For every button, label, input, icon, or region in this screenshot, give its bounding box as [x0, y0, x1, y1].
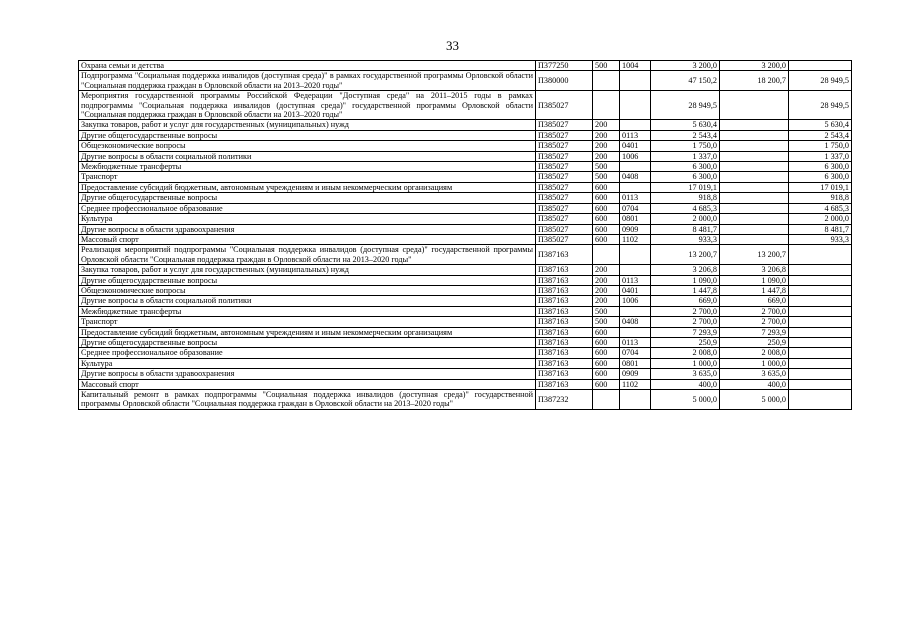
amount-regional-cell: [720, 141, 789, 151]
row-name-cell: Транспорт: [79, 172, 536, 182]
section-code-cell: [620, 120, 651, 130]
row-name-cell: Культура: [79, 358, 536, 368]
amount-regional-cell: 400,0: [720, 379, 789, 389]
target-article-code-cell: П385027: [536, 224, 593, 234]
target-article-code-cell: П387163: [536, 275, 593, 285]
target-article-code-cell: П387163: [536, 306, 593, 316]
amount-total-cell: 6 300,0: [651, 162, 720, 172]
expense-type-code-cell: 600: [593, 327, 620, 337]
section-code-cell: [620, 182, 651, 192]
target-article-code-cell: П387163: [536, 379, 593, 389]
section-code-cell: 0113: [620, 130, 651, 140]
expense-type-code-cell: [593, 390, 620, 410]
expense-type-code-cell: 600: [593, 182, 620, 192]
amount-federal-cell: [789, 61, 852, 71]
amount-federal-cell: [789, 348, 852, 358]
row-name-cell: Другие вопросы в области здравоохранения: [79, 224, 536, 234]
amount-federal-cell: 5 630,4: [789, 120, 852, 130]
amount-federal-cell: 1 750,0: [789, 141, 852, 151]
table-row: [79, 71, 852, 91]
amount-federal-cell: [789, 390, 852, 410]
amount-federal-cell: [789, 327, 852, 337]
row-name-cell: Общеэкономические вопросы: [79, 141, 536, 151]
section-code-cell: 0401: [620, 141, 651, 151]
table-row: [79, 203, 852, 213]
section-code-cell: 1102: [620, 234, 651, 244]
target-article-code-cell: П387163: [536, 245, 593, 265]
amount-regional-cell: [720, 193, 789, 203]
amount-federal-cell: [789, 285, 852, 295]
expense-type-code-cell: 600: [593, 348, 620, 358]
amount-regional-cell: 3 635,0: [720, 369, 789, 379]
target-article-code-cell: П385027: [536, 203, 593, 213]
expense-type-code-cell: 500: [593, 317, 620, 327]
amount-total-cell: 7 293,9: [651, 327, 720, 337]
section-code-cell: 0401: [620, 285, 651, 295]
section-code-cell: [620, 91, 651, 120]
table-row: [79, 317, 852, 327]
amount-total-cell: 8 481,7: [651, 224, 720, 234]
amount-total-cell: 28 949,5: [651, 91, 720, 120]
row-name-cell: Предоставление субсидий бюджетным, автономным учреждениям и иным некоммерческим организациям: [79, 182, 536, 192]
section-code-cell: 1006: [620, 151, 651, 161]
section-code-cell: 0801: [620, 214, 651, 224]
expense-type-code-cell: 600: [593, 358, 620, 368]
section-code-cell: 0704: [620, 203, 651, 213]
expense-type-code-cell: 200: [593, 151, 620, 161]
amount-federal-cell: [789, 265, 852, 275]
amount-total-cell: 2 700,0: [651, 317, 720, 327]
table-row: [79, 214, 852, 224]
row-name-cell: Культура: [79, 214, 536, 224]
table-row: [79, 369, 852, 379]
row-name-cell: Другие общегосударственные вопросы: [79, 193, 536, 203]
row-name-cell: Другие общегосударственные вопросы: [79, 275, 536, 285]
amount-regional-cell: [720, 234, 789, 244]
table-row: [79, 193, 852, 203]
table-row: [79, 224, 852, 234]
expense-type-code-cell: 500: [593, 172, 620, 182]
amount-federal-cell: 1 337,0: [789, 151, 852, 161]
table-row: [79, 162, 852, 172]
table-row: [79, 379, 852, 389]
budget-table: [78, 60, 852, 410]
amount-regional-cell: 1 090,0: [720, 275, 789, 285]
expense-type-code-cell: 200: [593, 285, 620, 295]
target-article-code-cell: П387163: [536, 358, 593, 368]
amount-regional-cell: [720, 182, 789, 192]
expense-type-code-cell: 200: [593, 130, 620, 140]
amount-federal-cell: [789, 369, 852, 379]
table-row: [79, 327, 852, 337]
amount-total-cell: 3 635,0: [651, 369, 720, 379]
expense-type-code-cell: 600: [593, 369, 620, 379]
row-name-cell: Подпрограмма "Социальная поддержка инвалидов (доступная среда)" в рамках государственной программы Орловской области "Социальная поддержка граждан в Орловской области на 2013–2020 годы": [79, 71, 536, 91]
table-row: [79, 296, 852, 306]
row-name-cell: Другие вопросы в области социальной политики: [79, 151, 536, 161]
target-article-code-cell: П385027: [536, 214, 593, 224]
table-row: [79, 275, 852, 285]
amount-federal-cell: [789, 337, 852, 347]
amount-federal-cell: 918,8: [789, 193, 852, 203]
section-code-cell: 1006: [620, 296, 651, 306]
amount-regional-cell: 669,0: [720, 296, 789, 306]
table-row: [79, 234, 852, 244]
table-row: [79, 151, 852, 161]
table-row: [79, 265, 852, 275]
expense-type-code-cell: 500: [593, 306, 620, 316]
amount-federal-cell: [789, 296, 852, 306]
section-code-cell: [620, 162, 651, 172]
target-article-code-cell: П385027: [536, 182, 593, 192]
amount-federal-cell: [789, 317, 852, 327]
amount-regional-cell: [720, 203, 789, 213]
amount-total-cell: 1 000,0: [651, 358, 720, 368]
section-code-cell: 0909: [620, 369, 651, 379]
expense-type-code-cell: 500: [593, 61, 620, 71]
target-article-code-cell: П387232: [536, 390, 593, 410]
amount-total-cell: 1 337,0: [651, 151, 720, 161]
section-code-cell: [620, 327, 651, 337]
amount-total-cell: 6 300,0: [651, 172, 720, 182]
amount-regional-cell: [720, 224, 789, 234]
target-article-code-cell: П387163: [536, 317, 593, 327]
amount-federal-cell: [789, 358, 852, 368]
expense-type-code-cell: 600: [593, 234, 620, 244]
row-name-cell: Предоставление субсидий бюджетным, автономным учреждениям и иным некоммерческим организациям: [79, 327, 536, 337]
row-name-cell: Другие общегосударственные вопросы: [79, 130, 536, 140]
amount-total-cell: 5 000,0: [651, 390, 720, 410]
amount-regional-cell: [720, 214, 789, 224]
row-name-cell: Среднее профессиональное образование: [79, 203, 536, 213]
amount-federal-cell: 8 481,7: [789, 224, 852, 234]
expense-type-code-cell: 600: [593, 193, 620, 203]
amount-regional-cell: 2 700,0: [720, 317, 789, 327]
target-article-code-cell: П385027: [536, 91, 593, 120]
target-article-code-cell: П387163: [536, 285, 593, 295]
row-name-cell: Другие вопросы в области здравоохранения: [79, 369, 536, 379]
row-name-cell: Межбюджетные трансферты: [79, 306, 536, 316]
amount-federal-cell: 17 019,1: [789, 182, 852, 192]
target-article-code-cell: П385027: [536, 162, 593, 172]
amount-federal-cell: 933,3: [789, 234, 852, 244]
expense-type-code-cell: [593, 71, 620, 91]
table-row: [79, 172, 852, 182]
table-row: [79, 61, 852, 71]
section-code-cell: [620, 245, 651, 265]
amount-federal-cell: [789, 245, 852, 265]
section-code-cell: [620, 306, 651, 316]
amount-regional-cell: [720, 130, 789, 140]
amount-total-cell: 918,8: [651, 193, 720, 203]
row-name-cell: Мероприятия государственной программы Российской Федерации "Доступная среда" на 2011–2015 годы в рамках подпрограммы "Социальная поддержка инвалидов (доступная среда)" государственной программы Орловской области "Социальная поддержка граждан в Орловской области на 2013–2020 годы": [79, 91, 536, 120]
amount-regional-cell: [720, 91, 789, 120]
amount-regional-cell: 2 008,0: [720, 348, 789, 358]
amount-federal-cell: 28 949,5: [789, 91, 852, 120]
amount-total-cell: 4 685,3: [651, 203, 720, 213]
amount-total-cell: 400,0: [651, 379, 720, 389]
section-code-cell: 0113: [620, 275, 651, 285]
table-row: [79, 182, 852, 192]
amount-total-cell: 3 206,8: [651, 265, 720, 275]
row-name-cell: Другие общегосударственные вопросы: [79, 337, 536, 347]
row-name-cell: Капитальный ремонт в рамках подпрограммы "Социальная поддержка инвалидов (доступная среда)" государственной программы Орловской области "Социальная поддержка граждан в Орловской области на 2013–2020 годы": [79, 390, 536, 410]
row-name-cell: Закупка товаров, работ и услуг для государственных (муниципальных) нужд: [79, 120, 536, 130]
amount-total-cell: 1 090,0: [651, 275, 720, 285]
amount-regional-cell: 1 000,0: [720, 358, 789, 368]
amount-regional-cell: 7 293,9: [720, 327, 789, 337]
target-article-code-cell: П385027: [536, 193, 593, 203]
amount-federal-cell: 6 300,0: [789, 172, 852, 182]
amount-federal-cell: 6 300,0: [789, 162, 852, 172]
target-article-code-cell: П387163: [536, 265, 593, 275]
target-article-code-cell: П385027: [536, 172, 593, 182]
expense-type-code-cell: [593, 245, 620, 265]
section-code-cell: 0113: [620, 337, 651, 347]
target-article-code-cell: П387163: [536, 348, 593, 358]
amount-regional-cell: 5 000,0: [720, 390, 789, 410]
section-code-cell: 0408: [620, 317, 651, 327]
amount-total-cell: 1 750,0: [651, 141, 720, 151]
table-row: [79, 120, 852, 130]
amount-regional-cell: 3 206,8: [720, 265, 789, 275]
target-article-code-cell: П387163: [536, 369, 593, 379]
row-name-cell: Другие вопросы в области социальной политики: [79, 296, 536, 306]
row-name-cell: Реализация мероприятий подпрограммы "Социальная поддержка инвалидов (доступная среда)" государственной программы Орловской области "Социальная поддержка граждан в Орловской области на 2013–2020 годы": [79, 245, 536, 265]
section-code-cell: [620, 71, 651, 91]
expense-type-code-cell: 600: [593, 203, 620, 213]
amount-total-cell: 3 200,0: [651, 61, 720, 71]
section-code-cell: 0801: [620, 358, 651, 368]
section-code-cell: 1102: [620, 379, 651, 389]
amount-federal-cell: [789, 306, 852, 316]
row-name-cell: Закупка товаров, работ и услуг для государственных (муниципальных) нужд: [79, 265, 536, 275]
target-article-code-cell: П387163: [536, 337, 593, 347]
section-code-cell: 0113: [620, 193, 651, 203]
row-name-cell: Общеэкономические вопросы: [79, 285, 536, 295]
expense-type-code-cell: 200: [593, 141, 620, 151]
amount-total-cell: 47 150,2: [651, 71, 720, 91]
amount-federal-cell: 2 000,0: [789, 214, 852, 224]
amount-total-cell: 250,9: [651, 337, 720, 347]
amount-regional-cell: 1 447,8: [720, 285, 789, 295]
table-row: [79, 245, 852, 265]
amount-regional-cell: [720, 151, 789, 161]
amount-regional-cell: [720, 120, 789, 130]
target-article-code-cell: П385027: [536, 120, 593, 130]
section-code-cell: 0704: [620, 348, 651, 358]
amount-total-cell: 2 700,0: [651, 306, 720, 316]
section-code-cell: [620, 390, 651, 410]
table-row: [79, 130, 852, 140]
amount-total-cell: 669,0: [651, 296, 720, 306]
amount-regional-cell: [720, 162, 789, 172]
table-row: [79, 141, 852, 151]
target-article-code-cell: П387163: [536, 296, 593, 306]
table-row: [79, 358, 852, 368]
amount-total-cell: 2 000,0: [651, 214, 720, 224]
amount-regional-cell: 13 200,7: [720, 245, 789, 265]
expense-type-code-cell: 600: [593, 379, 620, 389]
expense-type-code-cell: 200: [593, 275, 620, 285]
target-article-code-cell: П385027: [536, 151, 593, 161]
amount-regional-cell: 3 200,0: [720, 61, 789, 71]
expense-type-code-cell: 200: [593, 265, 620, 275]
amount-total-cell: 5 630,4: [651, 120, 720, 130]
target-article-code-cell: П377250: [536, 61, 593, 71]
target-article-code-cell: П385027: [536, 130, 593, 140]
target-article-code-cell: П385027: [536, 234, 593, 244]
row-name-cell: Массовый спорт: [79, 379, 536, 389]
section-code-cell: 0408: [620, 172, 651, 182]
amount-total-cell: 1 447,8: [651, 285, 720, 295]
amount-total-cell: 2 543,4: [651, 130, 720, 140]
expense-type-code-cell: [593, 91, 620, 120]
row-name-cell: Межбюджетные трансферты: [79, 162, 536, 172]
table-row: [79, 91, 852, 120]
section-code-cell: 1004: [620, 61, 651, 71]
amount-total-cell: 2 008,0: [651, 348, 720, 358]
expense-type-code-cell: 500: [593, 162, 620, 172]
page-number: 33: [446, 38, 459, 53]
row-name-cell: Массовый спорт: [79, 234, 536, 244]
target-article-code-cell: П385027: [536, 141, 593, 151]
amount-regional-cell: 18 200,7: [720, 71, 789, 91]
expense-type-code-cell: 600: [593, 214, 620, 224]
section-code-cell: [620, 265, 651, 275]
table-row: [79, 337, 852, 347]
budget-table-body: [79, 61, 852, 410]
amount-total-cell: 13 200,7: [651, 245, 720, 265]
amount-regional-cell: 250,9: [720, 337, 789, 347]
expense-type-code-cell: 600: [593, 224, 620, 234]
expense-type-code-cell: 200: [593, 120, 620, 130]
amount-federal-cell: 4 685,3: [789, 203, 852, 213]
table-row: [79, 390, 852, 410]
target-article-code-cell: П387163: [536, 327, 593, 337]
row-name-cell: Транспорт: [79, 317, 536, 327]
table-row: [79, 348, 852, 358]
amount-total-cell: 933,3: [651, 234, 720, 244]
section-code-cell: 0909: [620, 224, 651, 234]
amount-regional-cell: [720, 172, 789, 182]
expense-type-code-cell: 600: [593, 337, 620, 347]
table-row: [79, 306, 852, 316]
target-article-code-cell: П380000: [536, 71, 593, 91]
table-row: [79, 285, 852, 295]
amount-federal-cell: 28 949,5: [789, 71, 852, 91]
amount-regional-cell: 2 700,0: [720, 306, 789, 316]
amount-federal-cell: [789, 379, 852, 389]
amount-total-cell: 17 019,1: [651, 182, 720, 192]
expense-type-code-cell: 200: [593, 296, 620, 306]
row-name-cell: Охрана семьи и детства: [79, 61, 536, 71]
amount-federal-cell: 2 543,4: [789, 130, 852, 140]
row-name-cell: Среднее профессиональное образование: [79, 348, 536, 358]
amount-federal-cell: [789, 275, 852, 285]
